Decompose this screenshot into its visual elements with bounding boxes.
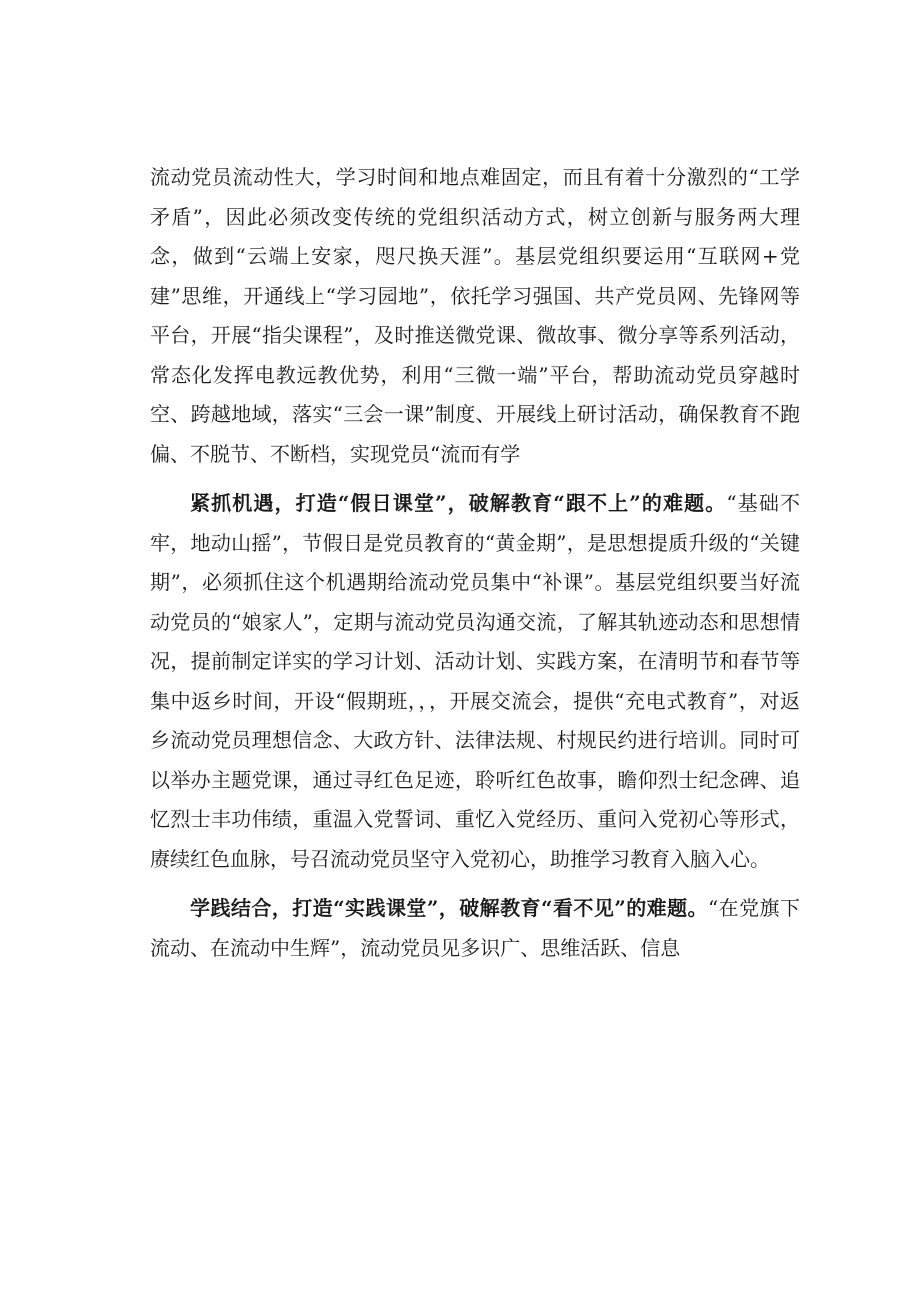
paragraph-heading: 紧抓机遇，打造“假日课堂”，破解教育“跟不上”的难题。	[190, 491, 727, 515]
paragraph-holiday-classroom	[150, 484, 800, 879]
paragraph-body: “在党旗下流动、在流动中生辉”，流动党员见多识广、思维活跃、信息	[150, 896, 800, 960]
paragraph-body: “基础不牢，地动山摇”，节假日是党员教育的“黄金期”，是思想提质升级的“关键期”，必须抓住这个机遇期给流动党员集中“补课”。基层党组织要当好流动党员的“娘家人”，定期与流动党员沟通交流，了解其轨迹动态和思想情况，提前制定详实的学习计划、活动计划、实践方案，在清明节和春节等集中返乡时间，开设“假期班，，，开展交流会，提供“充电式教育”，对返乡流动党员理想信念、大政方针、法律法规、村规民约进行培训。同时可以举办主题党课，通过寻红色足迹，聆听红色故事，瞻仰烈士纪念碑、追忆烈士丰功伟绩，重温入党誓词、重忆入党经历、重问入党初心等形式，赓续红色血脉，号召流动党员坚守入党初心，助推学习教育入脑入心。	[150, 491, 800, 871]
paragraph-body: 流动党员流动性大，学习时间和地点难固定，而且有着十分激烈的“工学矛盾”，因此必须改变传统的党组织活动方式，树立创新与服务两大理念，做到“云端上安家，咫尺换天涯”。基层党组织要运用“互联网+党建”思维，开通线上“学习园地”，依托学习强国、共产党员网、先锋网等平台，开展“指尖课程”，及时推送微党课、微故事、微分享等系列活动，常态化发挥电教远教优势，利用“三微一端”平台，帮助流动党员穿越时空、跨越地域，落实“三会一课”制度、开展线上研讨活动，确保教育不跑偏、不脱节、不断档，实现党员“流而有学	[150, 165, 800, 466]
paragraph-heading: 学践结合，打造“实践课堂”，破解教育“看不见”的难题。	[190, 896, 708, 920]
paragraph-practice-classroom	[150, 889, 800, 968]
document-page	[150, 158, 800, 978]
paragraph-online-study	[150, 158, 800, 474]
